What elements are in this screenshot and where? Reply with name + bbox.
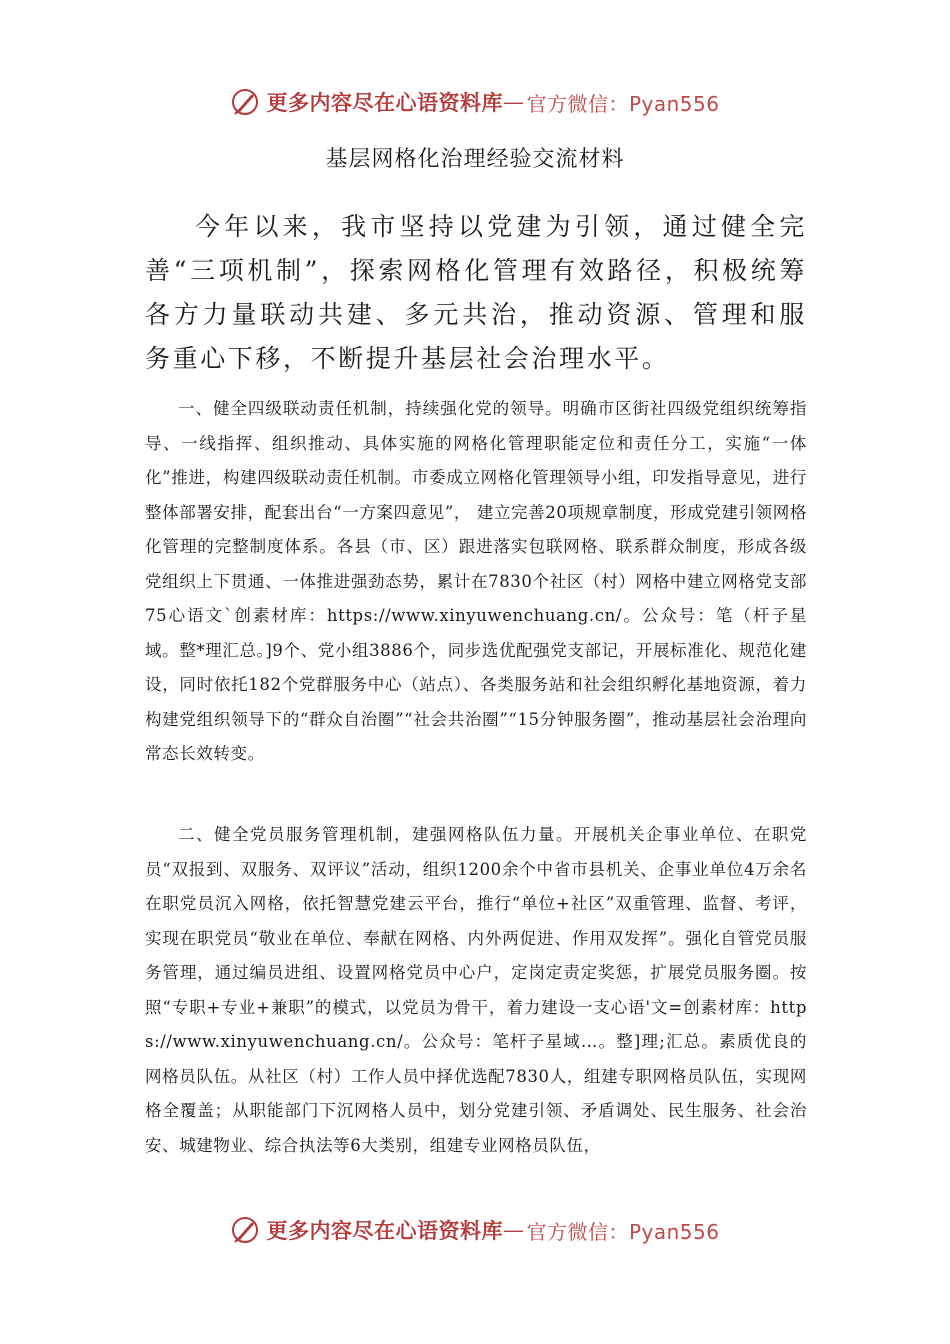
banner-separator: — xyxy=(502,1218,525,1242)
document-title: 基层网格化治理经验交流材料 xyxy=(325,147,625,172)
footer-banner xyxy=(0,1210,950,1250)
lead-paragraph: 今年以来，我市坚持以党建为引领，通过健全完善“三项机制”，探索网格化管理有效路径，积极统筹各方力量联动共建、多元共治，推动资源、管理和服务重心下移，不断提升基层社会治理水平。 xyxy=(145,212,807,373)
banner-slogan: 更多内容尽在心语资料库 xyxy=(266,90,503,115)
banner-contact: 官方微信：Pyan556 xyxy=(526,91,720,116)
banner-separator: — xyxy=(502,90,525,114)
banner-contact: 官方微信：Pyan556 xyxy=(526,1219,720,1244)
quill-pen-logo-icon xyxy=(230,1215,260,1245)
banner-slogan: 更多内容尽在心语资料库 xyxy=(266,1218,503,1243)
header-banner xyxy=(0,82,950,122)
quill-pen-logo-icon xyxy=(230,87,260,117)
section-one-paragraph: 一、健全四级联动责任机制，持续强化党的领导。明确市区街社四级党组织统筹指导、一线指挥、组织推动、具体实施的网格化管理职能定位和责任分工，实施“一体化”推进，构建四级联动责任机制。市委成立网格化管理领导小组，印发指导意见，进行整体部署安排，配套出台“一方案四意见”， 建立完善20项规章制度，形成党建引领网格化管理的完整制度体系。各县（市、区）跟进落实包联网格、联系群众制度，形成各级党组织上下贯通、一体推进强劲态势，累计在7830个社区（村）网格中建立网格党支部75心语文`创素材库：https://www.xinyuwenchuang.cn/。公众号：笔（杆子星域。整*理汇总。]9个、党小组3886个，同步选优配强党支部记，开展标准化、规范化建设，同时依托182个党群服务中心（站点）、各类服务站和社会组织孵化基地资源，着力构建党组织领导下的“群众自治圈”“社会共治圈”“15分钟服务圈”，推动基层社会治理向常态长效转变。 xyxy=(145,399,807,763)
section-two-paragraph: 二、健全党员服务管理机制，建强网格队伍力量。开展机关企事业单位、在职党员“双报到、双服务、双评议”活动，组织1200余个中省市县机关、企事业单位4万余名在职党员沉入网格，依托智慧党建云平台，推行“单位+社区”双重管理、监督、考评，实现在职党员“敬业在单位、奉献在网格、内外两促进、作用双发挥”。强化自管党员服务管理，通过编员进组、设置网格党员中心户，定岗定责定奖惩，扩展党员服务圈。按照“专职+专业+兼职”的模式，以党员为骨干，着力建设一支心语'文=创素材库：https://www.xinyuwenchuang.cn/。公众号：笔杆子星域…。整]理;汇总。素质优良的网格员队伍。从社区（村）工作人员中择优选配7830人，组建专职网格员队伍，实现网格全覆盖；从职能部门下沉网格人员中，划分党建引领、矛盾调处、民生服务、社会治安、城建物业、综合执法等6大类别，组建专业网格员队伍， xyxy=(145,825,807,1155)
